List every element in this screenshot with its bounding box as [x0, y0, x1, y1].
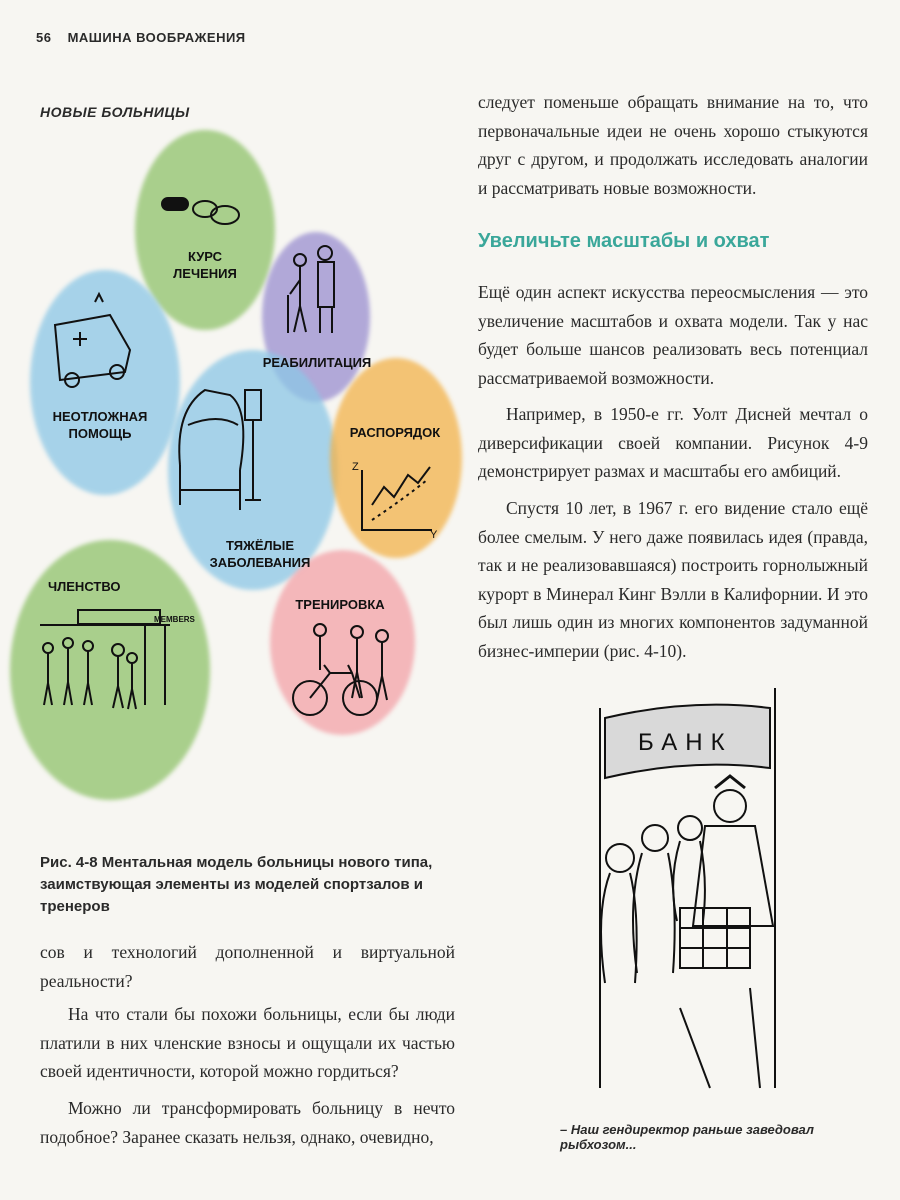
chart-axis-x-label: Y	[430, 529, 438, 541]
ambulance-icon	[55, 294, 130, 387]
label-emergency-care: НЕОТЛОЖНАЯ ПОМОЩЬ	[52, 409, 148, 441]
members-sign: MEMBERS	[154, 615, 195, 624]
figure-sketches	[0, 110, 470, 840]
figure-caption: Рис. 4-8 Ментальная модель больницы нового типа, заимствующая элементы из моделей спортзалов и тренеров	[40, 854, 433, 915]
section-heading: Увеличьте масштабы и охват	[478, 230, 770, 252]
label-rehabilitation: РЕАБИЛИТАЦИЯ	[262, 355, 372, 370]
right-paragraph-0: следует поменьше обращать внимание на то, что первоначальные идеи не очень хорошо стыкуются друг с другом, и продолжать исследовать аналогии и рассматривать новые возможности.	[478, 92, 868, 198]
label-membership: ЧЛЕНСТВО	[48, 579, 121, 594]
rehabilitation-people-icon	[288, 246, 334, 333]
right-paragraph-2: Например, в 1950-е гг. Уолт Дисней мечтал о диверсификации своей компании. Рисунок 4-9 демонстрирует размах и масштабы его амбиций.	[478, 404, 868, 481]
book-title: МАШИНА ВООБРАЖЕНИЯ	[67, 30, 246, 45]
running-head	[36, 30, 246, 45]
left-paragraph-3: Можно ли трансформировать больницу в нечто подобное? Заранее сказать нельзя, однако, очевидно,	[40, 1098, 455, 1147]
hospital-bed-icon	[179, 390, 261, 510]
left-paragraph-2: На что стали бы похожи больницы, если бы люди платили в них членские взносы и ощущали их частью своей идентичности, которой можно гордиться?	[40, 1004, 455, 1081]
bank-cartoon-drawing	[580, 688, 810, 1098]
left-paragraph-1: сов и технологий дополненной и виртуальной реальности?	[40, 942, 455, 991]
cartoon-caption: – Наш гендиректор раньше заведовал рыбхозом...	[560, 1122, 815, 1152]
membership-storefront-icon	[40, 610, 170, 709]
right-paragraph-3: Спустя 10 лет, в 1967 г. его видение стало ещё более смелым. У него даже появилась идея (правда, так и не реализовавшаяся) построить горнолыжный курорт в Минерал Кинг Вэлли в Калифорнии. И это был лишь один из многих компонентов задуманной бизнес-империи (рис. 4-10).	[478, 498, 868, 661]
page-number: 56	[36, 30, 52, 45]
label-treatment-course: КУРС ЛЕЧЕНИЯ	[173, 249, 237, 281]
bank-sign: БАНК	[638, 729, 733, 756]
training-bicycle-icon	[293, 624, 388, 715]
label-training: ТРЕНИРОВКА	[295, 597, 385, 612]
label-routine: РАСПОРЯДОК	[349, 425, 441, 440]
bank-cartoon	[580, 688, 810, 1098]
right-paragraph-1: Ещё один аспект искусства переосмысления — это увеличение масштабов и охвата модели. Так у нас будет больше шансов реализовать весь потенциал рассматриваемой возможности.	[478, 282, 868, 388]
hospital-mental-model-figure	[0, 110, 470, 840]
chart-axis-y-label: Z	[352, 461, 359, 473]
routine-chart-icon	[362, 467, 432, 530]
label-serious-illness: ТЯЖЁЛЫЕ ЗАБОЛЕВАНИЯ	[209, 538, 311, 570]
pills-icon	[162, 198, 239, 224]
figure-section-tag: НОВЫЕ БОЛЬНИЦЫ	[40, 104, 190, 120]
